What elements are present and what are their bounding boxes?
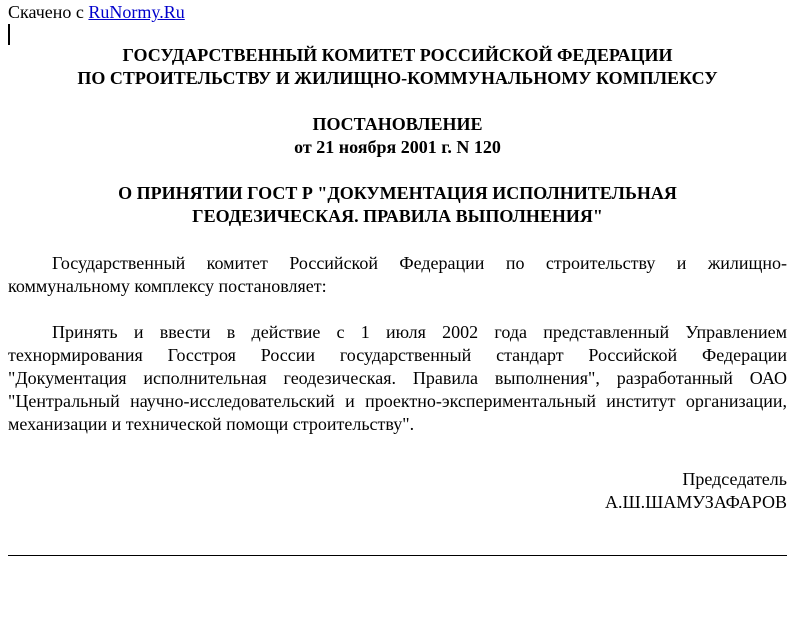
source-link[interactable]: RuNormy.Ru <box>88 2 185 22</box>
paragraph-resolution: Принять и ввести в действие с 1 июля 2002 года представленный Управлением технормирования Госстроя России государственный стандарт Российской Федерации "Документация исполнительная геодезическая. Правила выполнения", разработанный ОАО "Центральный научно-исследовательский и проектно-экспериментальный институт организации, механизации и технической помощи строительству". <box>8 322 787 434</box>
text-cursor <box>8 24 10 45</box>
subject-line-2: ГЕОДЕЗИЧЕСКАЯ. ПРАВИЛА ВЫПОЛНЕНИЯ" <box>192 206 603 226</box>
source-line <box>8 2 185 22</box>
signature-block <box>8 468 787 514</box>
doc-type: ПОСТАНОВЛЕНИЕ <box>312 114 483 134</box>
doc-date-number: от 21 ноября 2001 г. N 120 <box>294 137 501 157</box>
subject-line-1: О ПРИНЯТИИ ГОСТ Р "ДОКУМЕНТАЦИЯ ИСПОЛНИТЕЛЬНАЯ <box>118 183 677 203</box>
source-prefix: Скачено с <box>8 2 84 22</box>
signatory-title: Председатель <box>682 469 787 489</box>
decree-subject <box>8 182 787 228</box>
issuing-authority <box>8 44 787 90</box>
authority-line-1: ГОСУДАРСТВЕННЫЙ КОМИТЕТ РОССИЙСКОЙ ФЕДЕРАЦИИ <box>122 45 673 65</box>
signatory-name: А.Ш.ШАМУЗАФАРОВ <box>604 492 787 512</box>
document-body <box>8 44 787 514</box>
authority-line-2: ПО СТРОИТЕЛЬСТВУ И ЖИЛИЩНО-КОММУНАЛЬНОМУ КОМПЛЕКСУ <box>77 68 718 88</box>
horizontal-rule <box>8 555 787 556</box>
paragraph-preamble: Государственный комитет Российской Федерации по строительству и жилищно-коммунальному комплексу постановляет: <box>8 253 787 296</box>
decree-heading <box>8 113 787 159</box>
